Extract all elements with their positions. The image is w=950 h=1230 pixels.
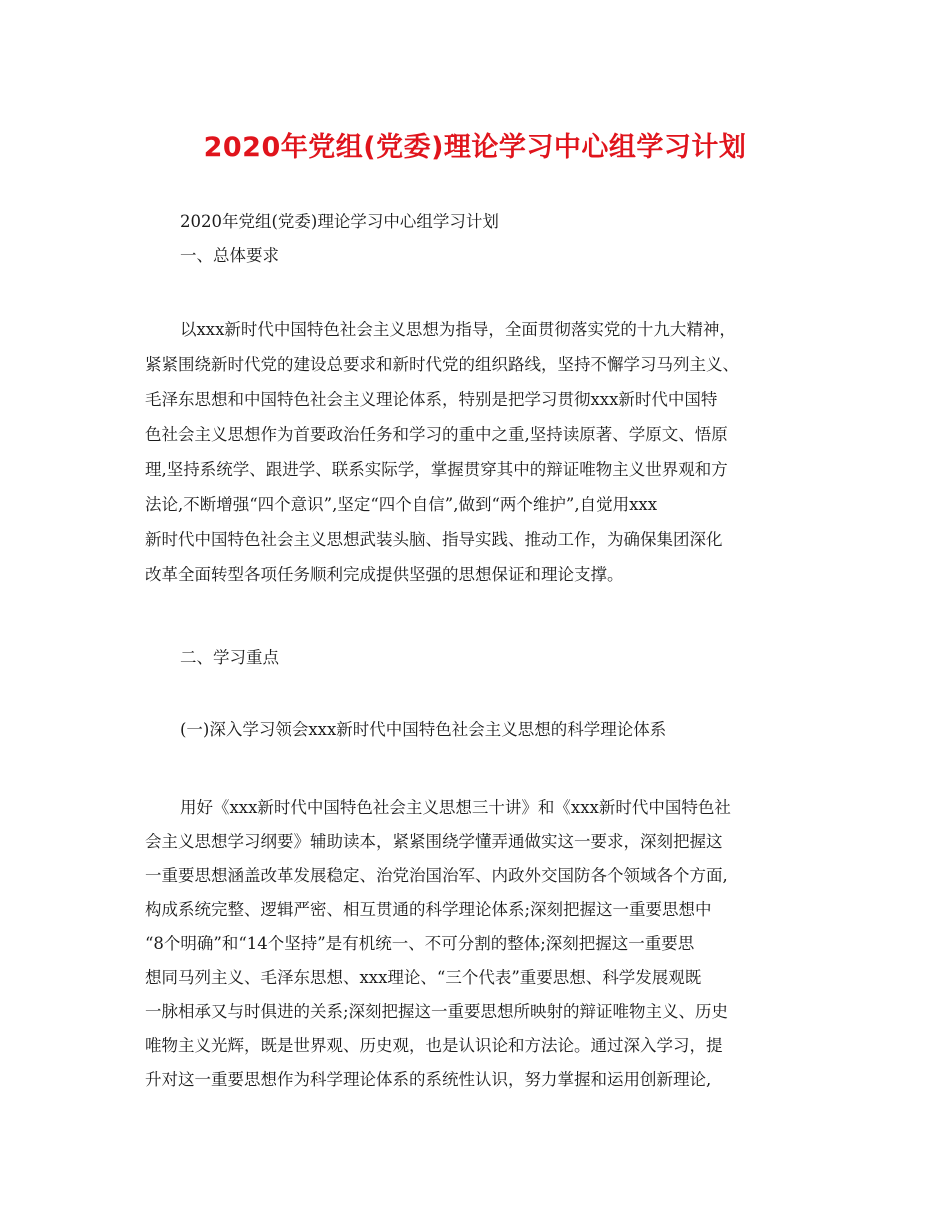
paragraph-line: 毛泽东思想和中国特色社会主义理论体系，特别是把学习贯彻xxx新时代中国特 xyxy=(145,390,718,409)
section-heading-general-requirements: 一、总体要求 xyxy=(180,246,279,265)
paragraph-line: 以xxx新时代中国特色社会主义思想为指导，全面贯彻落实党的十九大精神， xyxy=(180,320,736,339)
document-subtitle: 2020年党组(党委)理论学习中心组学习计划 xyxy=(180,212,499,231)
paragraph-line: 想同马列主义、毛泽东思想、xxx理论、“三个代表”重要思想、科学发展观既 xyxy=(145,968,702,987)
paragraph-line: 升对这一重要思想作为科学理论体系的系统性认识，努力掌握和运用创新理论, xyxy=(145,1070,712,1089)
paragraph-line: 理,坚持系统学、跟进学、联系实际学，掌握贯穿其中的辩证唯物主义世界观和方 xyxy=(145,460,728,479)
paragraph-line: 会主义思想学习纲要》辅助读本，紧紧围绕学懂弄通做实这一要求，深刻把握这 xyxy=(145,832,723,851)
section-heading-study-focus: 二、学习重点 xyxy=(180,648,279,667)
paragraph-line: 构成系统完整、逻辑严密、相互贯通的科学理论体系;深刻把握这一重要思想中 xyxy=(145,900,712,919)
document-title: 2020年党组(党委)理论学习中心组学习计划 xyxy=(203,132,747,163)
paragraph-line: 法论,不断增强“四个意识”,坚定“四个自信”,做到“两个维护”,自觉用xxx xyxy=(145,495,658,514)
paragraph-line: 一脉相承又与时俱进的关系;深刻把握这一重要思想所映射的辩证唯物主义、历史 xyxy=(145,1002,729,1021)
paragraph-line: 色社会主义思想作为首要政治任务和学习的重中之重,坚持读原著、学原文、悟原 xyxy=(145,425,728,444)
paragraph-line: “8个明确”和“14个坚持”是有机统一、不可分割的整体;深刻把握这一重要思 xyxy=(145,934,695,953)
paragraph-line: 改革全面转型各项任务顺利完成提供坚强的思想保证和理论支撑。 xyxy=(145,565,624,584)
paragraph-line: 一重要思想涵盖改革发展稳定、治党治国治军、内政外交国防各个领域各个方面, xyxy=(145,866,728,885)
paragraph-line: 唯物主义光辉，既是世界观、历史观，也是认识论和方法论。通过深入学习，提 xyxy=(145,1036,723,1055)
paragraph-line: 新时代中国特色社会主义思想武装头脑、指导实践、推动工作，为确保集团深化 xyxy=(145,530,723,549)
subsection-heading: (一)深入学习领会xxx新时代中国特色社会主义思想的科学理论体系 xyxy=(180,720,667,739)
paragraph-line: 紧紧围绕新时代党的建设总要求和新时代党的组织路线，坚持不懈学习马列主义、 xyxy=(145,355,739,374)
paragraph-line: 用好《xxx新时代中国特色社会主义思想三十讲》和《xxx新时代中国特色社 xyxy=(180,798,731,817)
